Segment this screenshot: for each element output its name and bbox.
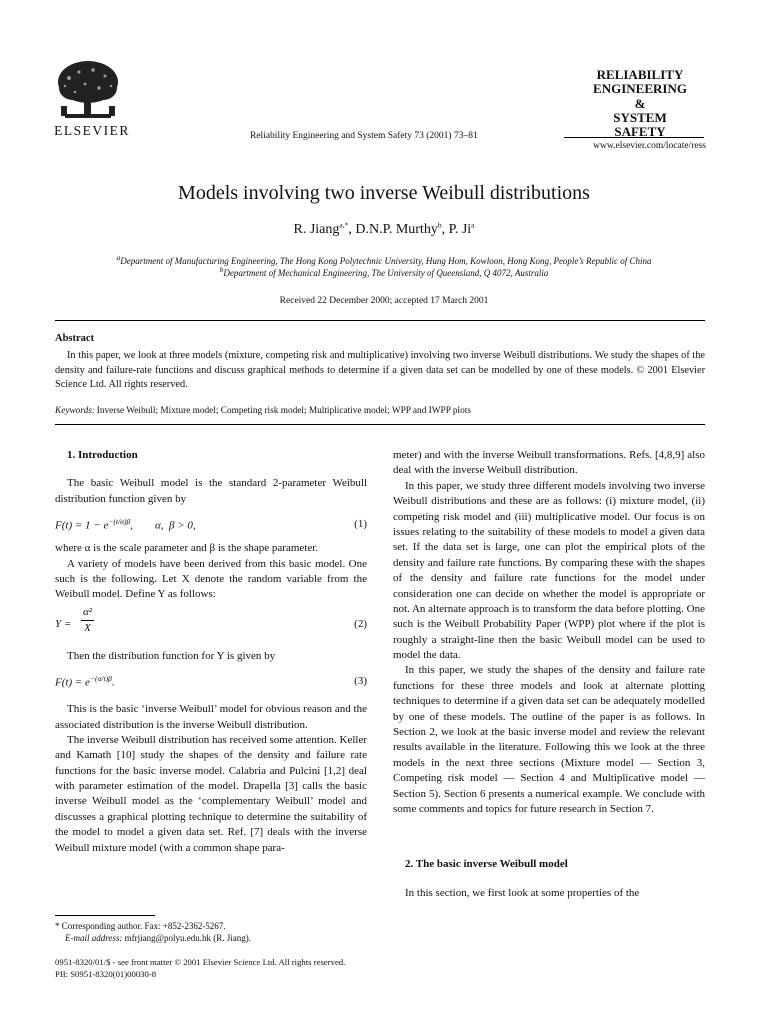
affiliation-text: Department of Manufacturing Engineering, The Hong Kong Polytechnic University, Hung Hom, Kowloon, Hong Kong, People’s Republic of China — [120, 256, 652, 266]
eq1-lhs: F(t) = 1 − e — [55, 519, 109, 532]
eq2-fraction — [81, 605, 94, 637]
article-title: Models involving two inverse Weibull distributions — [178, 182, 590, 204]
equation-number: (3) — [354, 675, 367, 688]
masthead-line: ENGINEERING — [593, 81, 687, 97]
author-name: P. Ji — [448, 222, 472, 237]
left-column — [55, 448, 367, 856]
front-matter-info — [55, 956, 345, 980]
affiliation-text: Department of Mechanical Engineering, The University of Queensland, Q 4072, Australia — [223, 268, 549, 278]
eq3-lhs: F(t) = e — [55, 676, 90, 689]
masthead-rule — [564, 137, 704, 138]
equation-number: (1) — [354, 518, 367, 531]
eq1-condition: , α, β > 0, — [130, 519, 196, 532]
paragraph: where α is the scale parameter and β is the shape parameter. — [55, 542, 319, 555]
author-affil-mark: a,* — [339, 220, 349, 230]
abstract-top-rule — [55, 320, 705, 321]
received-dates: Received 22 December 2000; accepted 17 March 2001 — [279, 296, 489, 306]
eq2-denominator: X — [84, 622, 91, 635]
abstract-text: In this paper, we look at three models (mixture, competing risk and multiplicative) involving two inverse Weibull distributions. We study the shapes of the density and failure-rate functions and discuss graphical methods to determine if a given data set can be modelled by one of these models. © 2001 Elsevier Science Ltd. All rights reserved. — [55, 350, 705, 391]
keywords — [55, 405, 705, 418]
paragraph: A variety of models have been derived from this basic model. One such is the following. Let X denote the random variable from the Weibull model. Define Y as follows: — [55, 557, 367, 601]
paragraph: Then the distribution function for Y is given by — [67, 649, 276, 662]
eq3-period: . — [111, 676, 115, 689]
paragraph: This is the basic ‘inverse Weibull’ model for obvious reason and the associated distribution is the inverse Weibull distribution. — [55, 703, 367, 731]
author-separator: , — [441, 222, 449, 237]
author-affil-mark: b — [437, 220, 442, 230]
paragraph: In this section, we first look at some properties of the — [405, 886, 640, 899]
author-separator: , — [348, 222, 356, 237]
right-column — [393, 448, 705, 901]
equation-2 — [55, 605, 367, 643]
publisher-name: ELSEVIER — [54, 123, 130, 138]
keywords-label: Keywords — [55, 406, 92, 416]
author-name: R. Jiang — [293, 222, 340, 237]
abstract-heading: Abstract — [55, 333, 95, 344]
equation-1 — [55, 517, 367, 535]
pii-line: PII: S0951-8320(01)00030-8 — [55, 969, 157, 980]
equation-number: (2) — [354, 617, 367, 630]
footnote-corresponding: * Corresponding author. Fax: +852-2362-5267. — [55, 921, 226, 931]
masthead-line: SAFETY — [614, 124, 666, 140]
email-address[interactable]: mfrjiang@polyu.edu.hk (R. Jiang). — [122, 933, 251, 944]
footnote-email-line — [55, 932, 251, 944]
eq2-lhs: Y = — [55, 617, 72, 630]
elsevier-tree-logo — [55, 58, 121, 120]
keywords-list: : Inverse Weibull; Mixture model; Competing risk model; Multiplicative model; WPP and IWPP plots — [91, 406, 471, 416]
eq2-numerator: α² — [81, 605, 94, 621]
author-affil-mark: a — [471, 220, 475, 230]
footnote-rule — [55, 915, 155, 916]
copyright-line: 0951-8320/01/$ - see front matter © 2001 Elsevier Science Ltd. All rights reserved. — [55, 957, 346, 967]
journal-masthead — [580, 68, 700, 139]
section-heading-basic-model: 2. The basic inverse Weibull model — [405, 858, 568, 871]
equation-3 — [55, 674, 367, 692]
masthead-line: SYSTEM — [613, 109, 667, 125]
footnote — [55, 920, 251, 944]
author-name: D.N.P. Murthy — [355, 222, 438, 237]
masthead-line: & — [634, 95, 646, 111]
paragraph: The inverse Weibull distribution has received some attention. Keller and Kamath [10] study the shapes of the density and failure rate functions for the basic inverse model. Calabria and Pulcini [1,2] deal with parameter estimation of the model. Drapella [3] calls the basic inverse Weibull model as the ‘complementary Weibull’ model and discusses a graphical plotting technique to determine the suitability of the model to model a given data set. Ref. [7] deals with the inverse Weibull mixture model (with a common shape para- — [55, 733, 367, 854]
journal-url[interactable]: www.elsevier.com/locate/ress — [593, 141, 706, 151]
paragraph: In this paper, we study three different models involving two inverse Weibull distributions and these are as follows: (i) mixture model, (ii) competing risk model and (iii) multiplicative model. Our focus is on issues relating to the suitability of these models to model a given data set. If the data set is large, one can plot the empirical plots of the density and failure rate functions. By comparing these with the shapes of the density and failure rate functions for the model under consideration one can decide on whether the model is appropriate or not. An alternate approach is to transform the data before plotting. One such is the Weibull Probability Paper (WPP) plot where if the plot is roughly a straight-line then the basic Weibull model can be used to model the data. — [393, 479, 705, 662]
affiliation-mark: b — [219, 265, 224, 274]
paragraph: The basic Weibull model is the standard 2-parameter Weibull distribution function given by — [55, 477, 367, 505]
eq3-exponent: −(α/t)β — [89, 674, 112, 684]
paragraph: In this paper, we study the shapes of the density and failure rate functions for these three models and look at alternate plotting techniques to determine if a given data set can be adequately modelled by one of these models. The outline of the paper is as follows. In Section 2, we look at the basic inverse model and review the relevant results available in the literature. Following this we look at the three models in the next three sections (Mixture model — Section 3, Competing risk model — Section 4 and Multiplicative model — Section 5). Section 6 presents a numerical example. We conclude with some comments and topics for future research in Section 7. — [393, 664, 705, 815]
eq1-exponent: −(t/α)β — [108, 517, 131, 527]
paragraph: meter) and with the inverse Weibull transformations. Refs. [4,8,9] also deal with the inverse Weibull distribution. — [393, 449, 705, 477]
affiliation-mark: a — [116, 253, 121, 262]
affiliation-b — [0, 265, 768, 279]
author-list — [0, 220, 768, 239]
abstract-bottom-rule — [55, 424, 705, 425]
masthead-line: RELIABILITY — [596, 67, 684, 82]
email-label: E-mail address: — [65, 933, 123, 944]
journal-citation: Reliability Engineering and System Safety 73 (2001) 73–81 — [250, 131, 478, 141]
section-heading-introduction: 1. Introduction — [67, 449, 138, 461]
